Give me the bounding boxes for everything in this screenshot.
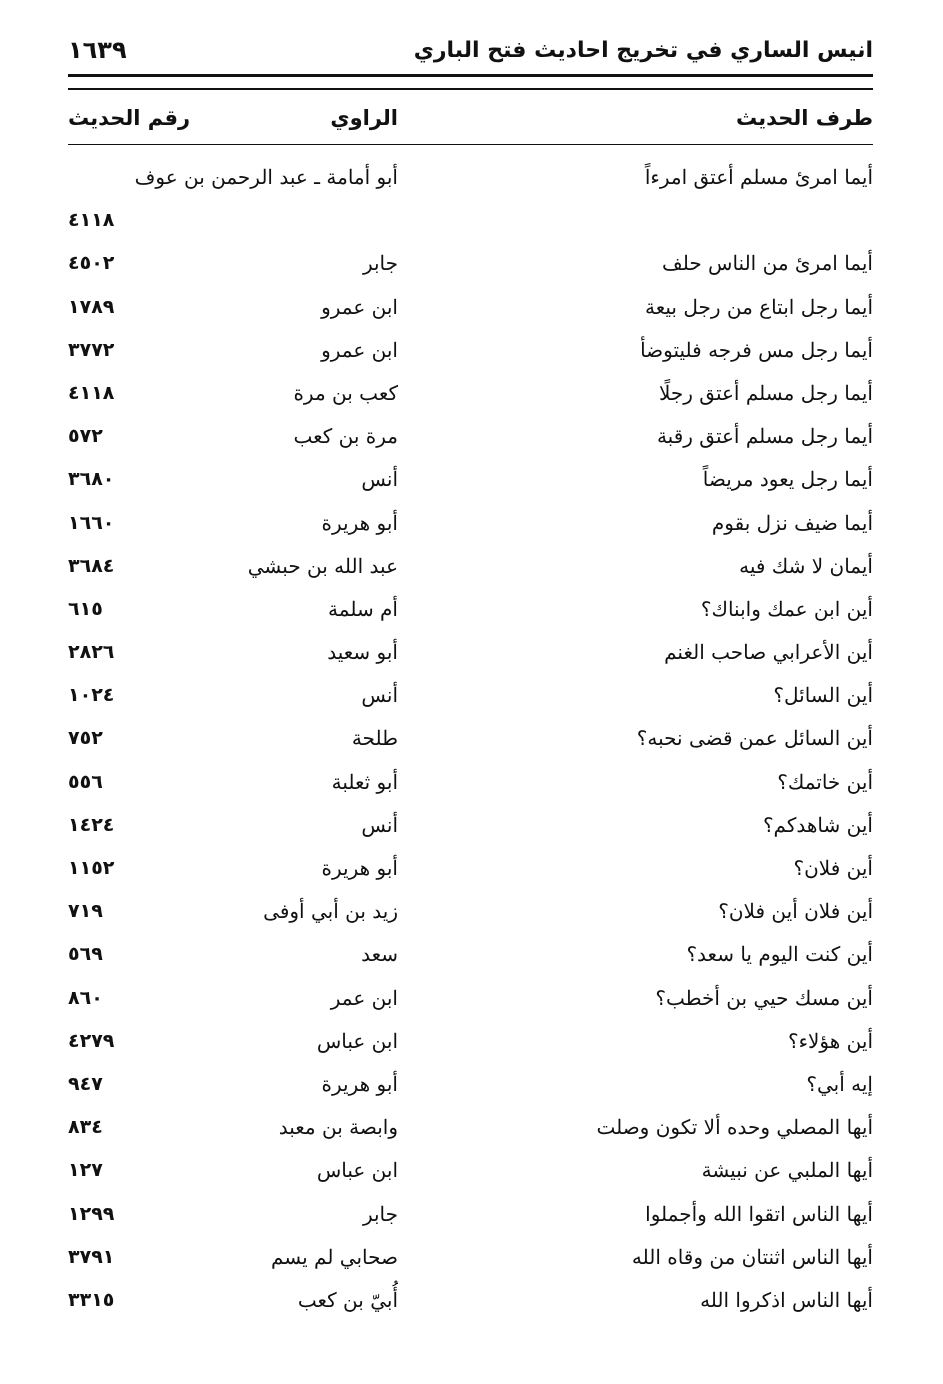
column-header-divider [68,144,873,145]
column-header-narrator: الراوي [330,106,398,130]
entry-narrator: أنس [361,467,398,492]
entry-hadith: أين هؤلاء؟ [787,1028,873,1053]
entry-number: ٧١٩ [68,900,103,923]
entry-number: ٣٦٨٠ [68,468,115,491]
entry-hadith: أيما ضيف نزل بقوم [711,510,873,535]
entry-narrator: أُبيّ بن كعب [297,1287,398,1312]
entry-hadith: أيها الناس اذكروا الله [700,1287,873,1312]
entry-number: ٣٧٩١ [68,1245,115,1268]
entry-narrator: كعب بن مرة [293,380,398,405]
entry-hadith: أيها المصلي وحده ألا تكون وصلت [596,1115,873,1140]
entry-row [0,286,943,329]
entry-narrator: وابصة بن معبد [278,1115,398,1140]
page-number: ١٦٣٩ [68,36,127,64]
entry-narrator: سعد [361,942,398,967]
book-title: انيس الساري في تخريج احاديث فتح الباري [413,38,873,63]
entry-hadith: أيها الناس اثنتان من وقاه الله [631,1244,873,1269]
entry-row [0,415,943,458]
entry-narrator: طلحة [351,726,398,751]
entry-row [0,1236,943,1279]
header-divider [68,88,873,90]
entry-number: ١٢٧ [68,1159,103,1182]
entry-narrator: عبد الله بن حبشي [247,553,398,578]
entry-number: ٣٧٧٢ [68,338,115,361]
entry-number: ٣٦٨٤ [68,554,115,577]
entry-narrator: ابن عمرو [321,337,398,362]
entry-hadith: أيها الناس اتقوا الله وأجملوا [645,1201,873,1226]
entry-number: ١٦٦٠ [68,511,115,534]
entry-narrator: أنس [361,683,398,708]
entry-number: ٢٨٢٦ [68,641,115,664]
running-header [68,34,873,77]
entry-hadith: أين شاهدكم؟ [762,812,873,837]
entry-row [0,242,943,285]
entry-narrator: أبو أمامة ـ عبد الرحمن بن عوف [134,165,398,189]
entry-row [0,1106,943,1149]
entry-row [0,156,943,242]
entry-number: ٥٧٢ [68,425,103,448]
entries-list [0,156,943,1322]
entry-number: ١٢٩٩ [68,1202,115,1225]
entry-row [0,1020,943,1063]
entry-hadith: أين السائل عمن قضى نحبه؟ [636,726,873,751]
entry-number: ١٠٢٤ [68,684,115,707]
entry-narrator: أبو هريرة [321,510,398,535]
entry-row [0,761,943,804]
entry-hadith: أيما امرئ مسلم أعتق امرءاً [644,165,873,189]
entry-row [0,458,943,501]
entry-hadith: أين خاتمك؟ [777,769,873,794]
entry-hadith: أيمان لا شك فيه [739,553,873,578]
entry-row [0,847,943,890]
entry-row [0,588,943,631]
entry-hadith: أين الأعرابي صاحب الغنم [664,640,873,665]
entry-row [0,1279,943,1322]
entry-row [0,329,943,372]
entry-row [0,890,943,933]
entry-number: ٤١١٨ [68,209,115,232]
entry-hadith: أيها الملبي عن نبيشة [701,1158,873,1183]
entry-number: ١٧٨٩ [68,295,115,318]
entry-narrator: ابن عمرو [321,294,398,319]
entry-row [0,502,943,545]
entry-number: ٥٦٩ [68,943,103,966]
entry-narrator: أنس [361,812,398,837]
entry-hadith: أيما رجل مسلم أعتق رقبة [656,424,873,449]
entry-hadith: أيما رجل مسلم أعتق رجلًا [658,380,873,405]
entry-hadith: أيما رجل يعود مريضاً [702,467,873,492]
entry-number: ٤٥٠٢ [68,252,115,275]
entry-number: ١٤٢٤ [68,813,115,836]
entry-number: ٦١٥ [68,597,103,620]
entry-row [0,674,943,717]
entry-number: ٣٣١٥ [68,1288,115,1311]
entry-row [0,1193,943,1236]
entry-hadith: أين ابن عمك وابناك؟ [700,596,873,621]
entry-hadith: أين فلان أين فلان؟ [718,899,873,924]
entry-narrator: أبو هريرة [321,856,398,881]
entry-narrator: أم سلمة [328,596,398,621]
entry-narrator: ابن عباس [316,1158,398,1183]
entry-number: ٩٤٧ [68,1072,103,1095]
column-header-number: رقم الحديث [68,106,191,130]
entry-row [0,804,943,847]
entry-narrator: صحابي لم يسم [270,1244,398,1269]
entry-hadith: أيما رجل مس فرجه فليتوضأ [640,337,873,362]
entry-row [0,631,943,674]
entry-hadith: أين كنت اليوم يا سعد؟ [686,942,873,967]
entry-hadith: أيما امرئ من الناس حلف [662,251,873,276]
entry-row [0,372,943,415]
column-header-hadith: طرف الحديث [735,106,873,130]
entry-narrator: أبو ثعلبة [331,769,398,794]
entry-row [0,933,943,976]
entry-hadith: أين فلان؟ [793,856,873,881]
entry-number: ١١٥٢ [68,857,115,880]
entry-narrator: جابر [362,1201,398,1226]
entry-narrator: ابن عباس [316,1028,398,1053]
entry-row [0,1063,943,1106]
entry-hadith: إيه أبي؟ [806,1071,873,1096]
entry-number: ٨٣٤ [68,1116,103,1139]
entry-narrator: ابن عمر [330,985,398,1010]
entry-number: ٥٥٦ [68,770,103,793]
entry-row [0,1149,943,1192]
entry-row [0,545,943,588]
entry-hadith: أين مسك حيي بن أخطب؟ [655,985,873,1010]
entry-row [0,977,943,1020]
entry-narrator: أبو سعيد [327,640,398,665]
entry-number: ٧٥٢ [68,727,103,750]
entry-row [0,717,943,760]
entry-hadith: أيما رجل ابتاع من رجل بيعة [645,294,873,319]
entry-number: ٨٦٠ [68,986,103,1009]
entry-number: ٤٢٧٩ [68,1029,115,1052]
entry-narrator: مرة بن كعب [293,424,398,449]
entry-hadith: أين السائل؟ [773,683,873,708]
entry-narrator: زيد بن أبي أوفى [263,899,398,924]
entry-number: ٤١١٨ [68,381,115,404]
entry-narrator: أبو هريرة [321,1071,398,1096]
entry-narrator: جابر [362,251,398,276]
